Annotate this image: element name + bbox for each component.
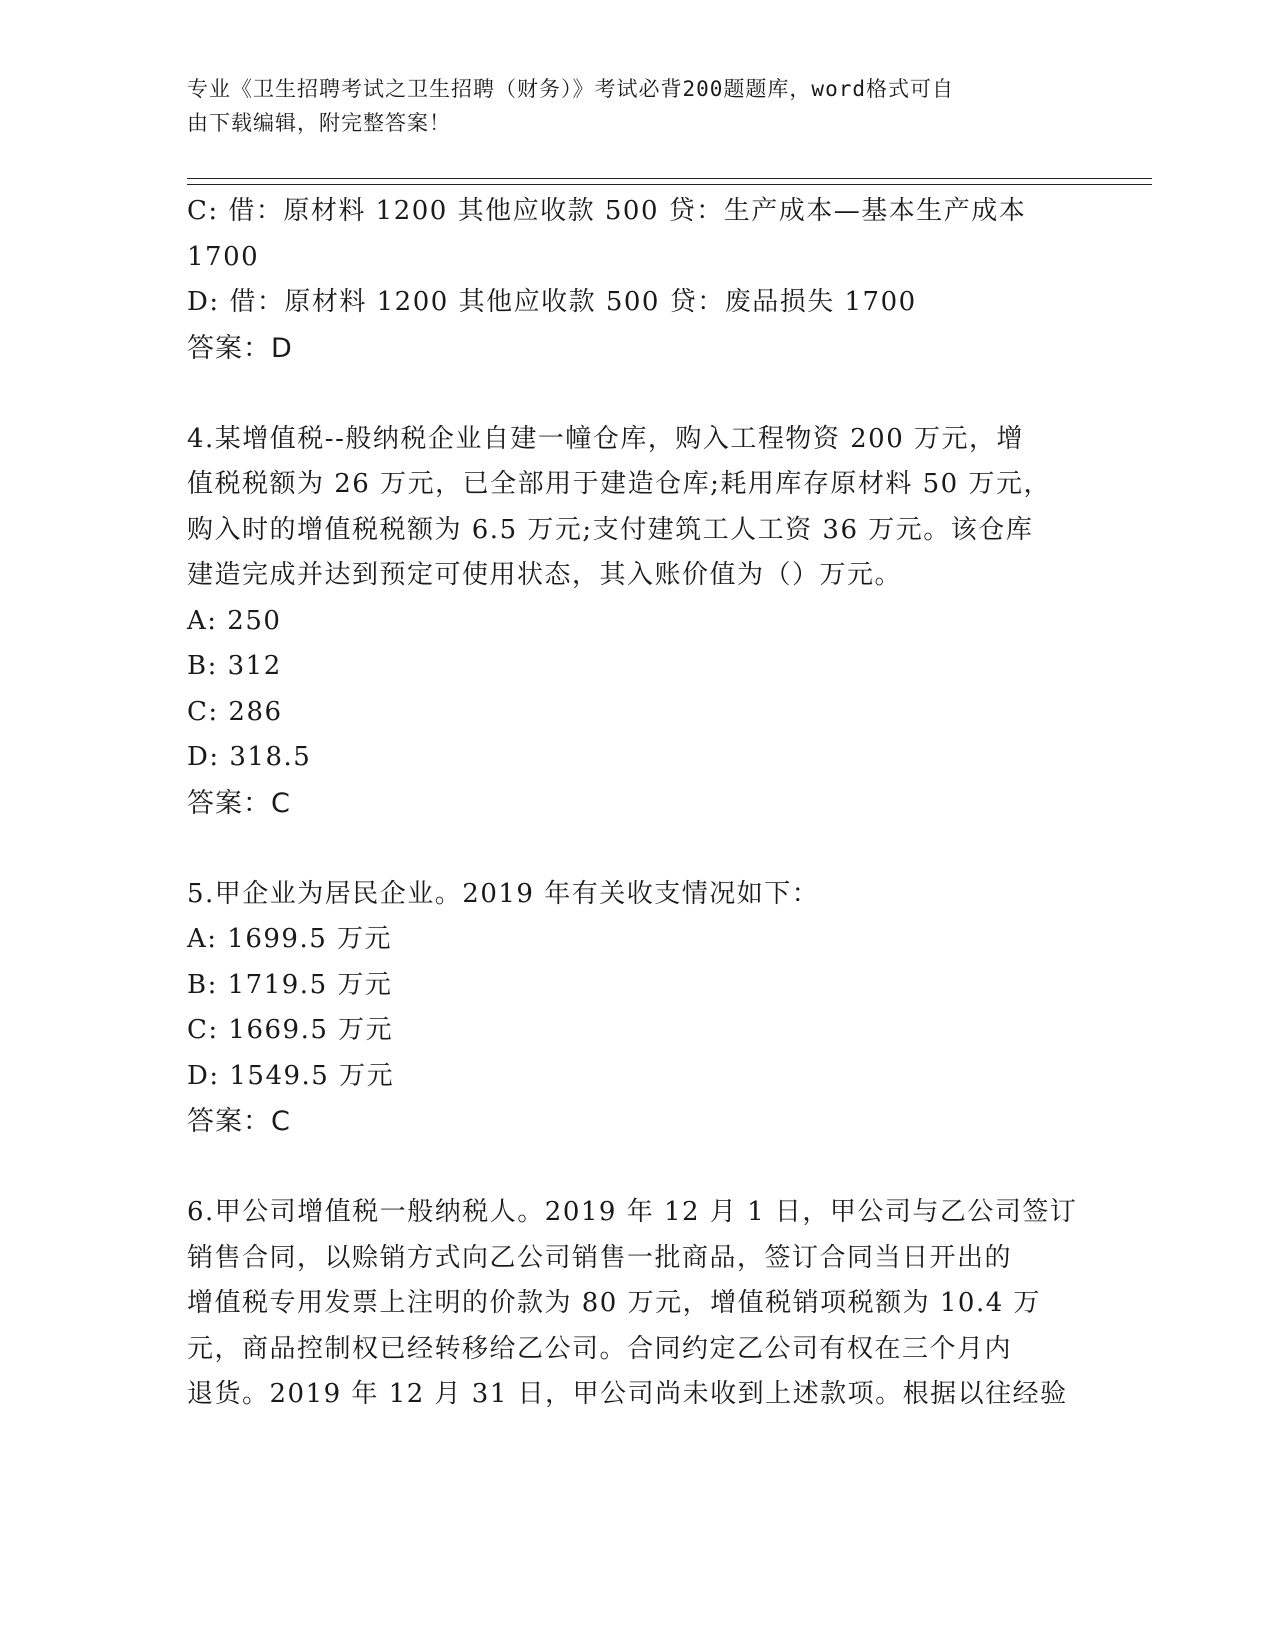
header-divider-top	[187, 178, 1152, 179]
question-stem-line: 增值税专用发票上注明的价款为 80 万元，增值税销项税额为 10.4 万	[187, 1288, 1042, 1318]
question-stem-line: 建造完成并达到预定可使用状态，其入账价值为（）万元。	[187, 560, 903, 590]
question-stem-line: 退货。2019 年 12 月 31 日，甲公司尚未收到上述款项。根据以往经验	[187, 1379, 1068, 1409]
document-header	[187, 72, 1067, 140]
answer-line: 答案：D	[187, 332, 293, 364]
header-title-line-1: 专业《卫生招聘考试之卫生招聘（财务）》考试必背200题题库，word格式可自	[187, 77, 954, 101]
option-c: C: 1669.5 万元	[187, 1015, 394, 1045]
question-4	[187, 417, 1067, 827]
question-5	[187, 872, 1067, 1145]
option-b: B: 1719.5 万元	[187, 969, 393, 1000]
spacer	[187, 1145, 1067, 1191]
answer-line: 答案：C	[187, 1106, 291, 1137]
option-c: C: 286	[187, 696, 283, 727]
document-body	[187, 189, 1078, 1418]
question-stem-line: 4.某增值税--般纳税企业自建一幢仓库，购入工程物资 200 万元，增	[187, 423, 1025, 454]
header-title-line-2: 由下载编辑，附完整答案！	[187, 111, 451, 135]
question-stem-line: 6.甲公司增值税一般纳税人。2019 年 12 月 1 日，甲公司与乙公司签订	[187, 1197, 1078, 1227]
option-c-line-1: C: 借：原材料 1200 其他应收款 500 贷：生产成本—基本生产成本	[187, 196, 1027, 226]
option-d: D: 318.5	[187, 742, 312, 772]
option-a: A: 250	[187, 605, 282, 636]
option-d: D: 1549.5 万元	[187, 1060, 395, 1091]
question-stem-line: 购入时的增值税税额为 6.5 万元;支付建筑工人工资 36 万元。该仓库	[187, 514, 1034, 545]
question-6	[187, 1190, 1078, 1418]
header-divider-bottom	[187, 184, 1152, 185]
option-a: A: 1699.5 万元	[187, 924, 393, 954]
spacer	[187, 826, 1067, 872]
question-stem-line: 5.甲企业为居民企业。2019 年有关收支情况如下：	[187, 878, 820, 909]
spacer	[187, 371, 1067, 417]
question-stem-line: 元，商品控制权已经转移给乙公司。合同约定乙公司有权在三个月内	[187, 1333, 1013, 1364]
question-prev-fragment	[187, 189, 1067, 371]
question-stem-line: 销售合同，以赊销方式向乙公司销售一批商品，签订合同当日开出的	[187, 1242, 1013, 1273]
option-d: D: 借：原材料 1200 其他应收款 500 贷：废品损失 1700	[187, 287, 917, 317]
option-c-line-2: 1700	[187, 241, 260, 272]
option-b: B: 312	[187, 651, 282, 681]
question-stem-line: 值税税额为 26 万元，已全部用于建造仓库;耗用库存原材料 50 万元，	[187, 469, 1051, 499]
answer-line: 答案：C	[187, 787, 291, 819]
